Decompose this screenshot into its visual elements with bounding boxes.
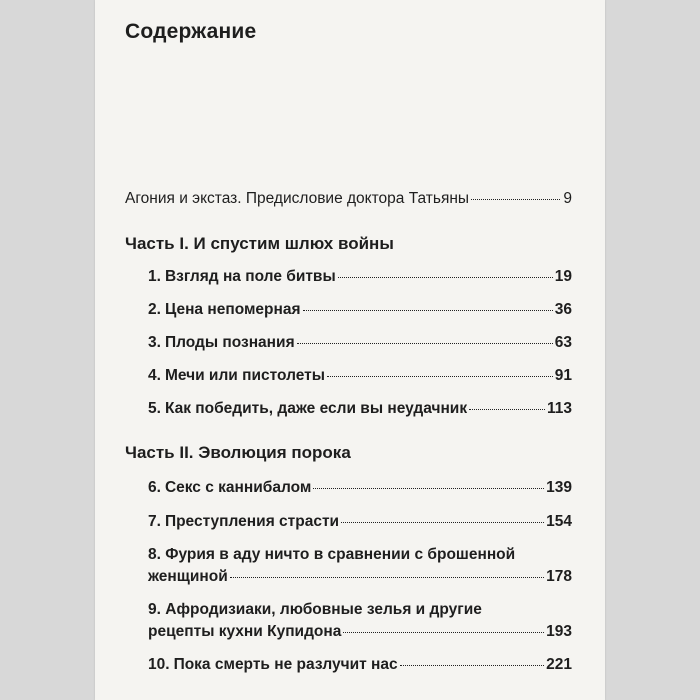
toc-chapter-number: 2. (148, 301, 161, 318)
toc-entry-9-line1 (148, 601, 482, 619)
toc-chapter-number: 3. (148, 334, 161, 351)
toc-title: Пока смерть не разлучит нас (173, 656, 398, 673)
toc-page-number: 193 (546, 623, 572, 640)
toc-leader (469, 409, 545, 410)
toc-entry-9-line2 (148, 623, 572, 641)
toc-title: Мечи или пистолеты (164, 367, 325, 384)
toc-entry-10 (148, 656, 572, 674)
toc-page-number: 36 (554, 301, 572, 318)
toc-title: Преступления страсти (164, 513, 340, 530)
toc-leader (230, 577, 544, 578)
toc-page-number: 9 (563, 190, 572, 207)
toc-chapter-number: 7. (148, 513, 161, 530)
toc-page-number: 91 (554, 367, 572, 384)
toc-title: Афродизиаки, любовные зелья и другие (165, 601, 482, 618)
toc-leader (471, 199, 560, 200)
toc-title: Как победить, даже если вы неудачник (164, 400, 468, 417)
toc-title: Цена непомерная (164, 301, 301, 318)
toc-leader (341, 522, 544, 523)
toc-page-number: 154 (546, 513, 572, 530)
toc-entry-6 (148, 479, 572, 497)
toc-leader (297, 343, 553, 344)
toc-title: Плоды познания (164, 334, 295, 351)
toc-page-number: 178 (546, 568, 572, 585)
toc-leader (313, 488, 544, 489)
contents-heading: Содержание (125, 20, 257, 43)
toc-page-number: 63 (554, 334, 572, 351)
toc-entry-1 (148, 268, 572, 286)
toc-entry-preface (125, 190, 572, 208)
toc-entry-5 (148, 400, 572, 418)
toc-chapter-number: 1. (148, 268, 161, 285)
toc-title: Фурия в аду ничто в сравнении с брошенной (165, 546, 516, 563)
toc-title: Секс с каннибалом (164, 479, 312, 496)
toc-entry-3 (148, 334, 572, 352)
toc-chapter-number: 10. (148, 656, 170, 673)
part-heading-2: Часть II. Эволюция порока (125, 443, 351, 462)
toc-entry-7 (148, 513, 572, 531)
toc-title-continued: женщиной (148, 568, 228, 585)
toc-leader (303, 310, 553, 311)
toc-entry-8-line2 (148, 568, 572, 586)
toc-page-number: 139 (546, 479, 572, 496)
toc-title: Взгляд на поле битвы (164, 268, 336, 285)
toc-chapter-number: 4. (148, 367, 161, 384)
toc-leader (327, 376, 553, 377)
toc-chapter-number: 9. (148, 601, 161, 618)
part-heading-1: Часть I. И спустим шлюх войны (125, 234, 394, 253)
toc-entry-2 (148, 301, 572, 319)
toc-entry-4 (148, 367, 572, 385)
toc-title-continued: рецепты кухни Купидона (148, 623, 342, 640)
toc-leader (400, 665, 545, 666)
toc-chapter-number: 6. (148, 479, 161, 496)
toc-page-number: 113 (546, 400, 572, 417)
toc-page-number: 19 (554, 268, 572, 285)
toc-entry-8-line1 (148, 546, 515, 564)
toc-chapter-number: 8. (148, 546, 161, 563)
toc-leader (343, 632, 544, 633)
toc-chapter-number: 5. (148, 400, 161, 417)
toc-title: Агония и экстаз. Предисловие доктора Татьяны (125, 190, 470, 207)
toc-page-number: 221 (546, 656, 572, 673)
toc-leader (338, 277, 553, 278)
